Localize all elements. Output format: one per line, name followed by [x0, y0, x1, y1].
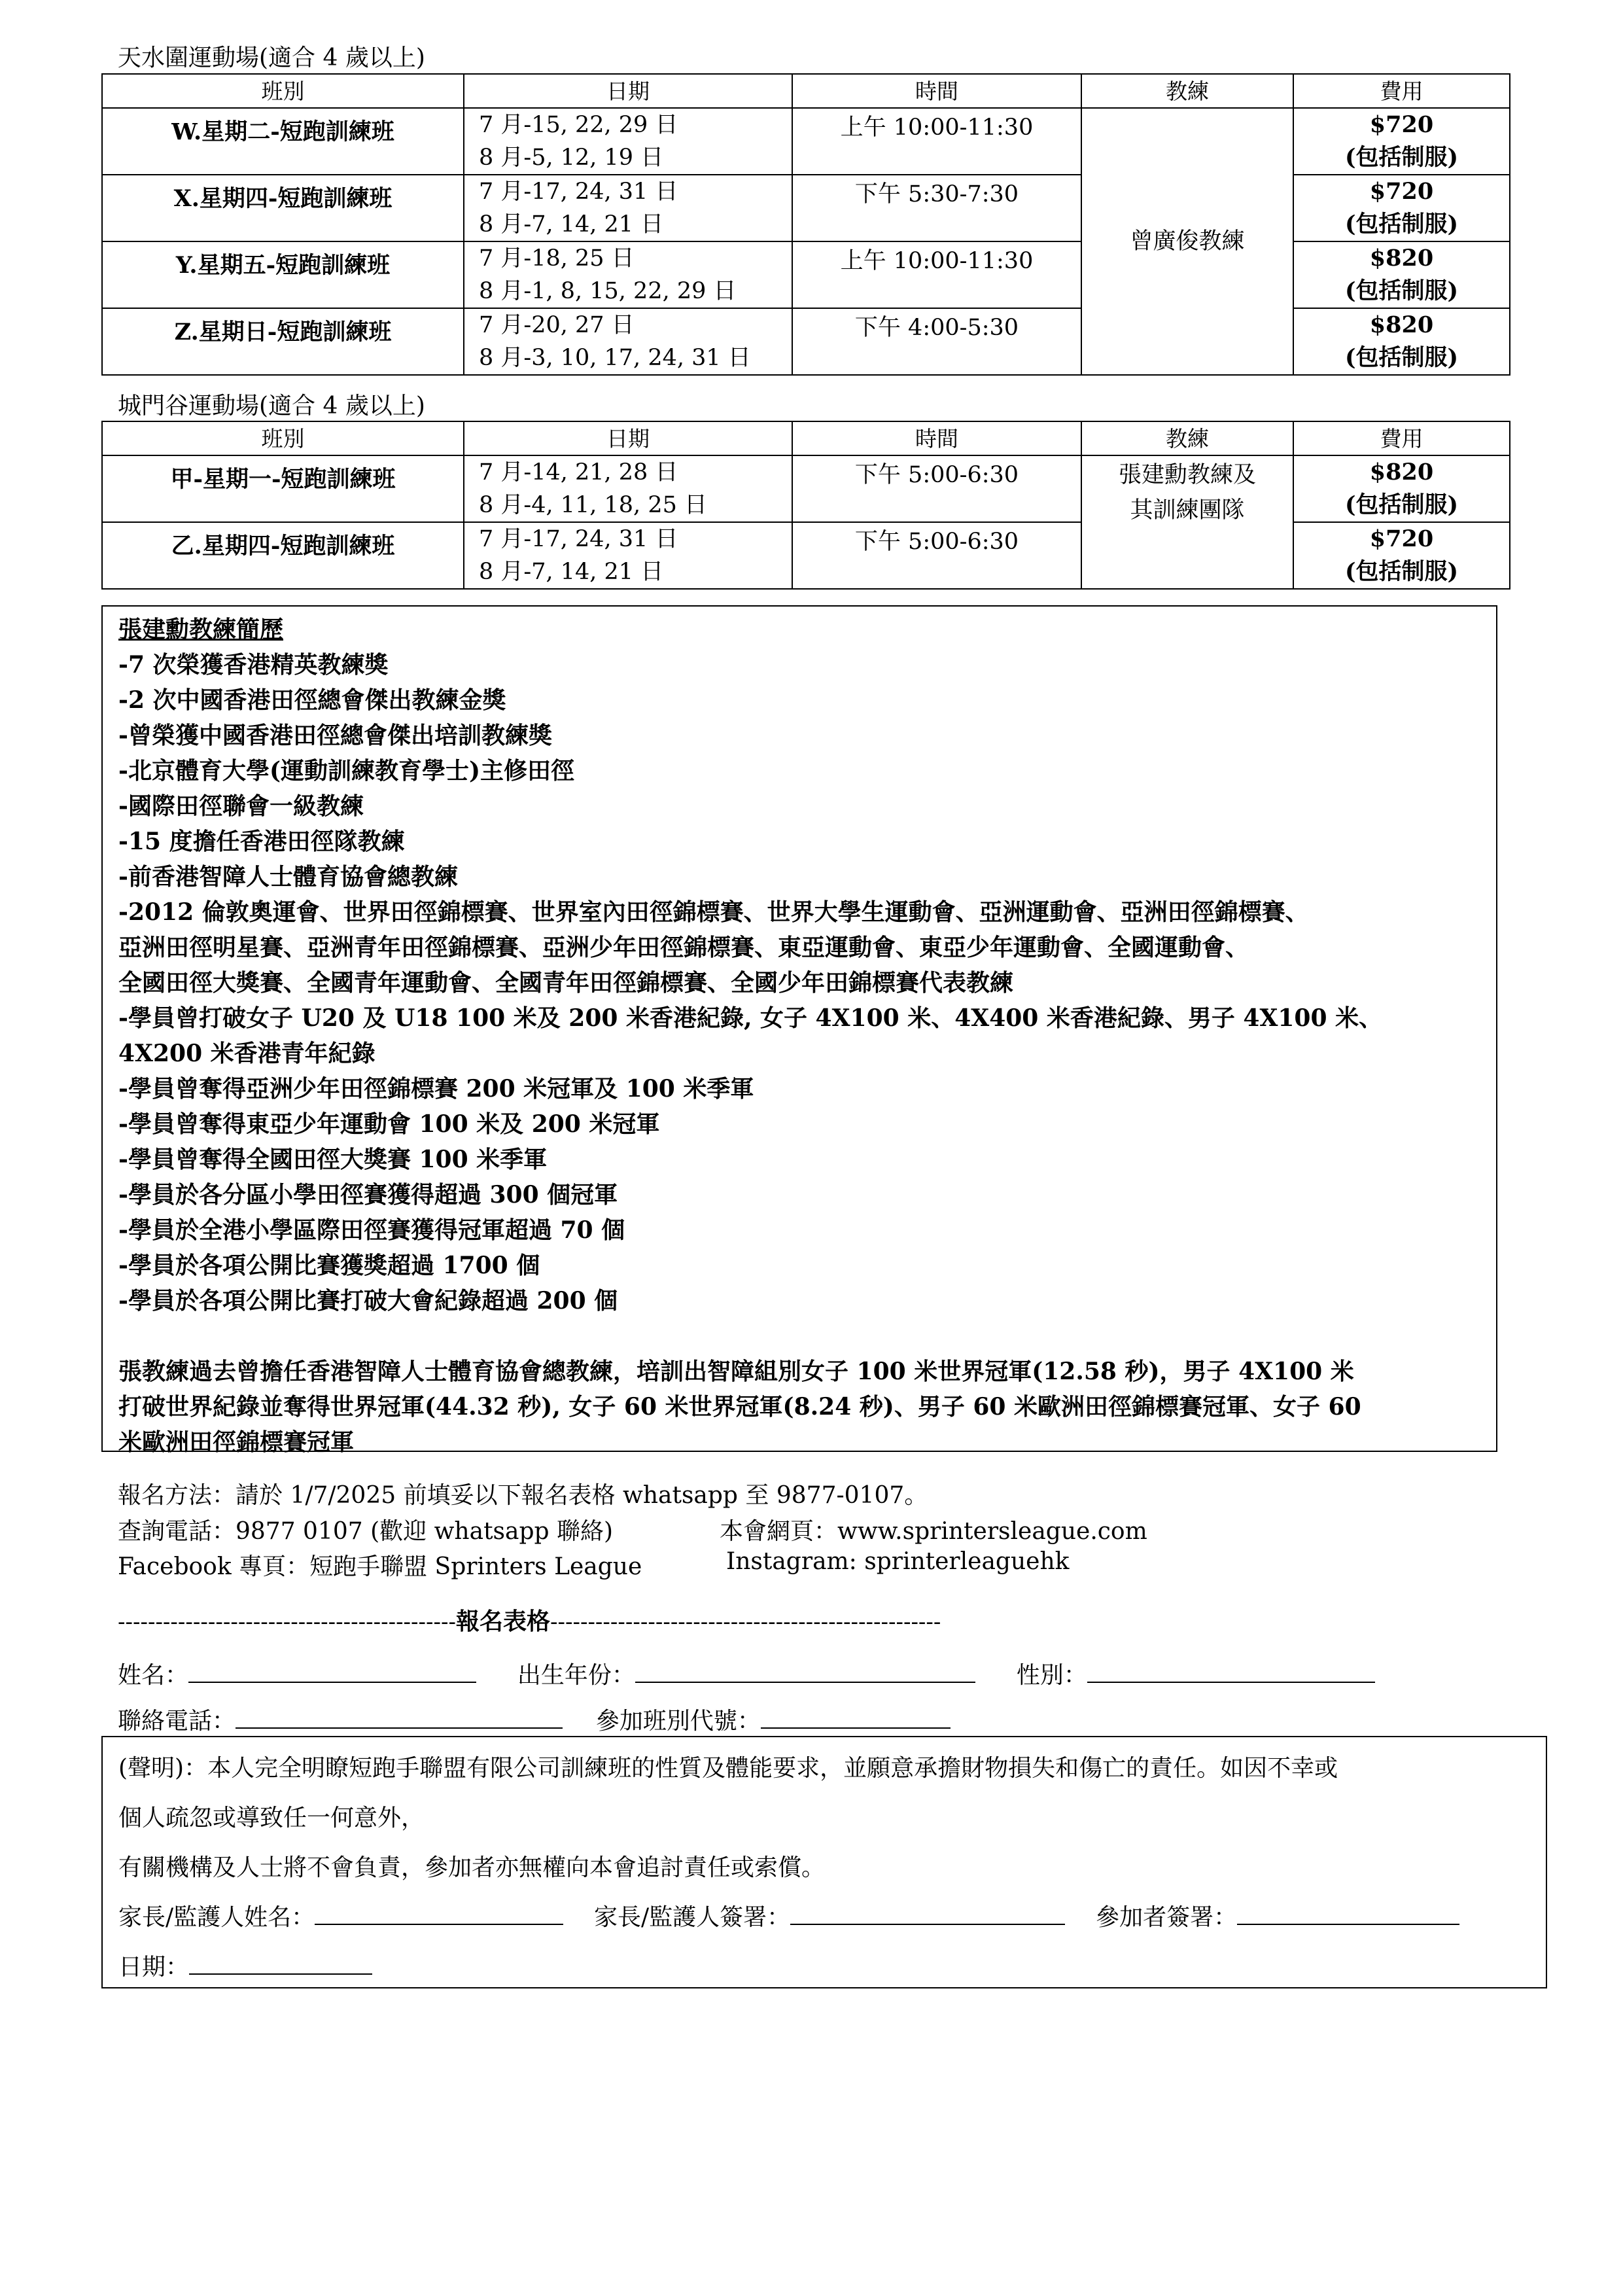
class-fee: $820 (包括制服) [1293, 455, 1510, 522]
biography-line: -學員曾奪得全國田徑大獎賽 100 米季軍 [118, 1146, 548, 1173]
header-coach: 教練 [1081, 421, 1293, 455]
name-label: 姓名： [118, 1662, 189, 1689]
name-field[interactable] [188, 1659, 476, 1683]
date-row [118, 1943, 1546, 1992]
declaration-text: 有關機構及人士將不會負責，參加者亦無權向本會追討責任或索償。 [118, 1854, 826, 1881]
table-row [102, 522, 1510, 589]
table-row [102, 108, 1510, 175]
biography-line: -15 度擔任香港田徑隊教練 [118, 828, 405, 855]
birth-year-label: 出生年份： [517, 1662, 635, 1689]
biography-line: -前香港智障人士體育協會總教練 [118, 863, 458, 891]
coach-name: 張建勳教練及 其訓練團隊 [1081, 455, 1293, 589]
class-dates: 7 月-14, 21, 28 日 8 月-4, 11, 18, 25 日 [464, 455, 792, 522]
biography-paragraph: 張教練過去曾擔任香港智障人士體育協會總教練，培訓出智障組別女子 100 米世界冠軍(12.58 秒)，男子 4X100 米 打破世界紀錄並奪得世界冠軍(44.32 秒), 女子 60 米世界冠軍(8.24 秒)、男子 60 米歐洲田徑錦標賽冠軍、女子 60 米歐洲田徑錦標賽冠軍 [118, 1358, 1361, 1456]
class-time: 下午 5:00-6:30 [792, 522, 1081, 589]
class-code-field[interactable] [761, 1705, 951, 1729]
participant-signature-field[interactable] [1237, 1901, 1459, 1925]
header-class: 班別 [102, 421, 464, 455]
guardian-signature-field[interactable] [790, 1901, 1065, 1925]
table-row [102, 175, 1510, 241]
form-row-2 [118, 1703, 951, 1736]
class-dates: 7 月-18, 25 日 8 月-1, 8, 15, 22, 29 日 [464, 241, 792, 308]
section-title-tin-shui-wai: 天水圍運動場(適合 4 歲以上) [118, 44, 425, 71]
gender-field[interactable] [1087, 1659, 1375, 1683]
instagram: Instagram: sprinterleaguehk [726, 1548, 1070, 1575]
class-code-label: 參加班別代號： [595, 1708, 761, 1735]
biography-line: -學員曾奪得東亞少年運動會 100 米及 200 米冠軍 [118, 1110, 660, 1138]
class-dates: 7 月-17, 24, 31 日 8 月-7, 14, 21 日 [464, 175, 792, 241]
coach-name: 曾廣俊教練 [1081, 108, 1293, 375]
biography-line: -學員於各項公開比賽獲獎超過 1700 個 [118, 1252, 540, 1279]
contact-phone-label: 聯絡電話： [118, 1708, 236, 1735]
class-fee: $720 (包括制服) [1293, 175, 1510, 241]
class-fee: $820 (包括制服) [1293, 308, 1510, 375]
guardian-name-field[interactable] [315, 1901, 563, 1925]
class-name: Z.星期日-短跑訓練班 [102, 308, 464, 375]
class-fee: $720 (包括制服) [1293, 522, 1510, 589]
class-fee: $820 (包括制服) [1293, 241, 1510, 308]
header-time: 時間 [792, 74, 1081, 108]
registration-method: 報名方法：請於 1/7/2025 前填妥以下報名表格 whatsapp 至 9877-0107。 [118, 1482, 928, 1509]
schedule-table-shing-mun [101, 421, 1510, 590]
class-name: X.星期四-短跑訓練班 [102, 175, 464, 241]
biography-line: -曾榮獲中國香港田徑總會傑出培訓教練獎 [118, 722, 552, 749]
section-title-shing-mun: 城門谷運動場(適合 4 歲以上) [118, 393, 425, 419]
guardian-signature-label: 家長/監護人簽署： [594, 1904, 791, 1931]
biography-line: 全國田徑大獎賽、全國青年運動會、全國青年田徑錦標賽、全國少年田錦標賽代表教練 [118, 969, 1014, 997]
class-fee: $720 (包括制服) [1293, 108, 1510, 175]
table-row [102, 241, 1510, 308]
schedule-table-tin-shui-wai [101, 73, 1510, 376]
biography-line: -北京體育大學(運動訓練教育學士)主修田徑 [118, 757, 575, 785]
website: 本會網頁：www.sprintersleague.com [720, 1518, 1147, 1545]
header-date: 日期 [464, 74, 792, 108]
biography-line: -學員於各項公開比賽打破大會紀錄超過 200 個 [118, 1287, 618, 1315]
class-dates: 7 月-17, 24, 31 日 8 月-7, 14, 21 日 [464, 522, 792, 589]
table-row [102, 455, 1510, 522]
declaration-text: (聲明)：本人完全明瞭短跑手聯盟有限公司訓練班的性質及體能要求，並願意承擔財物損失和傷亡的責任。如因不幸或 [118, 1755, 1338, 1782]
coach-biography [101, 605, 1497, 1456]
signature-row [118, 1893, 1546, 1943]
biography-line: 4X200 米香港青年紀錄 [118, 1040, 375, 1067]
header-class: 班別 [102, 74, 464, 108]
guardian-name-label: 家長/監護人姓名： [118, 1904, 315, 1931]
class-time: 上午 10:00-11:30 [792, 241, 1081, 308]
declaration-text: 個人疏忽或導致任一何意外， [118, 1805, 425, 1831]
header-fee: 費用 [1293, 421, 1510, 455]
participant-signature-label: 參加者簽署： [1096, 1904, 1238, 1931]
biography-line: -2 次中國香港田徑總會傑出教練金獎 [118, 686, 506, 714]
declaration-box [101, 1736, 1547, 1988]
header-date: 日期 [464, 421, 792, 455]
biography-line: 亞洲田徑明星賽、亞洲青年田徑錦標賽、亞洲少年田徑錦標賽、東亞運動會、東亞少年運動會、全國運動會、 [118, 934, 1249, 961]
biography-line: -學員曾打破女子 U20 及 U18 100 米及 200 米香港紀錄, 女子 4X100 米、4X400 米香港紀錄、男子 4X100 米、 [118, 1004, 1383, 1032]
class-name: 甲-星期一-短跑訓練班 [102, 455, 464, 522]
biography-title: 張建勳教練簡歷 [118, 616, 284, 643]
facebook-page: Facebook 專頁：短跑手聯盟 Sprinters League [118, 1553, 642, 1580]
biography-line: -學員於全港小學區際田徑賽獲得冠軍超過 70 個 [118, 1216, 625, 1244]
class-time: 下午 5:00-6:30 [792, 455, 1081, 522]
form-divider: ---------------------------------------------報名表格---------------------------------------------------- [118, 1608, 941, 1635]
date-label: 日期： [118, 1954, 190, 1981]
enquiry-phone: 查詢電話：9877 0107 (歡迎 whatsapp 聯絡) [118, 1518, 614, 1545]
class-dates: 7 月-15, 22, 29 日 8 月-5, 12, 19 日 [464, 108, 792, 175]
form-row-1 [118, 1657, 1375, 1690]
table-row [102, 308, 1510, 375]
class-name: Y.星期五-短跑訓練班 [102, 241, 464, 308]
class-name: W.星期二-短跑訓練班 [102, 108, 464, 175]
biography-line: -學員於各分區小學田徑賽獲得超過 300 個冠軍 [118, 1181, 618, 1209]
date-field[interactable] [189, 1951, 372, 1975]
biography-line: -7 次榮獲香港精英教練獎 [118, 651, 389, 679]
header-time: 時間 [792, 421, 1081, 455]
biography-line: -國際田徑聯會一級教練 [118, 792, 364, 820]
biography-line: -學員曾奪得亞洲少年田徑錦標賽 200 米冠軍及 100 米季軍 [118, 1075, 754, 1103]
class-name: 乙.星期四-短跑訓練班 [102, 522, 464, 589]
form-title: 報名表格 [455, 1608, 550, 1635]
birth-year-field[interactable] [635, 1659, 975, 1683]
class-time: 下午 4:00-5:30 [792, 308, 1081, 375]
header-coach: 教練 [1081, 74, 1293, 108]
header-fee: 費用 [1293, 74, 1510, 108]
class-time: 下午 5:30-7:30 [792, 175, 1081, 241]
class-time: 上午 10:00-11:30 [792, 108, 1081, 175]
gender-label: 性別： [1016, 1662, 1087, 1689]
biography-line: -2012 倫敦奧運會、世界田徑錦標賽、世界室內田徑錦標賽、世界大學生運動會、亞洲運動會、亞洲田徑錦標賽、 [118, 898, 1309, 926]
contact-phone-field[interactable] [236, 1705, 563, 1729]
class-dates: 7 月-20, 27 日 8 月-3, 10, 17, 24, 31 日 [464, 308, 792, 375]
